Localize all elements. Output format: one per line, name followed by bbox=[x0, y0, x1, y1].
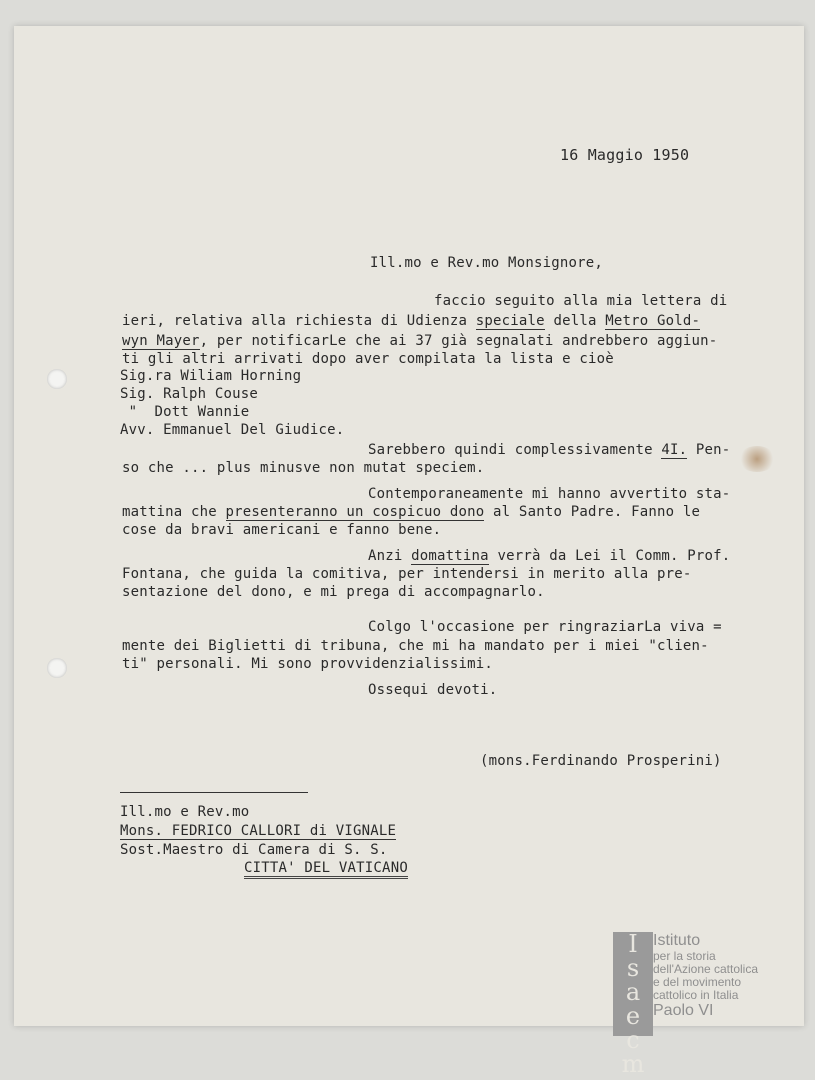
body-line: faccio seguito alla mia lettera di bbox=[434, 293, 728, 309]
logo-text: Istituto per la storia dell'Azione cattolica e del movimento cattolico in Italia Paolo VI bbox=[653, 932, 759, 1019]
body-line: Contemporaneamente mi hanno avvertito sta- bbox=[368, 486, 731, 502]
name-line: Avv. Emmanuel Del Giudice. bbox=[120, 422, 345, 438]
addressee-line: Mons. FEDRICO CALLORI di VIGNALE bbox=[120, 823, 397, 839]
addressee-line: CITTA' DEL VATICANO bbox=[244, 859, 408, 877]
closing: Ossequi devoti. bbox=[368, 682, 498, 698]
letter-date: 16 Maggio 1950 bbox=[560, 146, 690, 164]
body-line: mente dei Biglietti di tribuna, che mi ha mandato per i miei "clien- bbox=[122, 638, 709, 654]
signature: (mons.Ferdinando Prosperini) bbox=[480, 753, 722, 769]
addressee-line: Sost.Maestro di Camera di S. S. bbox=[120, 842, 388, 858]
punch-hole bbox=[47, 369, 67, 389]
addressee-line: Ill.mo e Rev.mo bbox=[120, 804, 250, 820]
body-line: Colgo l'occasione per ringraziarLa viva = bbox=[368, 619, 722, 635]
body-line: mattina che presenteranno un cospicuo dono al Santo Padre. Fanno le bbox=[122, 504, 701, 520]
body-line: Anzi domattina verrà da Lei il Comm. Prof. bbox=[368, 548, 731, 564]
separator-line bbox=[120, 792, 308, 793]
name-line: Sig. Ralph Couse bbox=[120, 386, 259, 402]
name-line: " Dott Wannie bbox=[120, 404, 250, 420]
punch-hole bbox=[47, 658, 67, 678]
archive-logo bbox=[613, 930, 793, 1078]
body-line: so che ... plus minusve non mutat speciem. bbox=[122, 460, 485, 476]
ink-stain bbox=[738, 446, 776, 472]
body-line: Sarebbero quindi complessivamente 4I. Pen- bbox=[368, 442, 731, 458]
body-line: ieri, relativa alla richiesta di Udienza speciale della Metro Gold- bbox=[122, 313, 701, 329]
body-line: ti gli altri arrivati dopo aver compilata la lista e cioè bbox=[122, 351, 614, 367]
salutation: Ill.mo e Rev.mo Monsignore, bbox=[370, 255, 603, 271]
logo-monogram: I s a e c m bbox=[613, 932, 653, 1036]
body-line: Fontana, che guida la comitiva, per intendersi in merito alla pre- bbox=[122, 566, 692, 582]
body-line: wyn Mayer, per notificarLe che ai 37 già segnalati andrebbero aggiun- bbox=[122, 333, 718, 349]
body-line: sentazione del dono, e mi prega di accompagnarlo. bbox=[122, 584, 545, 600]
name-line: Sig.ra Wiliam Horning bbox=[120, 368, 302, 384]
body-line: cose da bravi americani e fanno bene. bbox=[122, 522, 442, 538]
body-line: ti" personali. Mi sono provvidenzialissimi. bbox=[122, 656, 494, 672]
